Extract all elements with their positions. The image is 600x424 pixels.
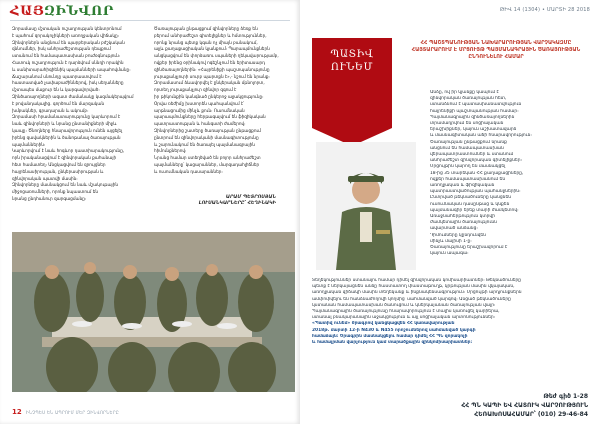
ad-emphasis-line: 2018թ. մարտի 12-ի N430 և N455 որոշումներով սահմանված կարգի	[312, 327, 476, 333]
ad-body-line: հայրենիքի պաշտպանության համար։	[430, 108, 519, 114]
article-line: Զինվորներից շատերը ծառայության ընթացքում	[154, 127, 261, 133]
article-line: Զինվորները մասնակցում են նաև մշակութային	[12, 182, 119, 188]
article-line: պայմաններին։	[12, 141, 46, 147]
contact-block	[420, 392, 588, 419]
phone-number: ՀԵՌԱԽՈՍԱՀԱՄԱՐ՝ (010) 29-46-84	[474, 411, 588, 418]
article-line: է պահում զորակոչիկների առողջական վիճակը։	[12, 32, 120, 38]
ad-body-line: Առաջնահերթություն կտրվի	[430, 214, 495, 220]
ad-details-line: պետք է ներկայացնեն անձը հաստատող փաստաթուղթ, կրթության մասին վկայական,	[312, 284, 515, 290]
article-line: Հատուկ ուշադրություն է դարձվում սննդի որակին	[12, 59, 124, 65]
ad-details-text	[312, 278, 588, 321]
ad-details	[312, 278, 588, 388]
ad-details-line: ստանալ բնակարանային աջակցություն և այլ սոցիալական արտոնություններ։	[312, 315, 496, 321]
ad-body-line: պատրաստվածության պահանջներին։	[430, 189, 521, 195]
title-banner	[312, 38, 392, 128]
hotline: Թեժ գիծ 1-28	[543, 393, 588, 400]
article-line: խմբակներ, գրադարան և ակումբ։	[12, 107, 89, 113]
article-column-left	[12, 26, 146, 210]
ad-body-line: պայմանագիր երեք տարի ժամկետով։	[430, 207, 519, 213]
department-name: ՀՀ ՊՆ ԿԱՊԻ ԵՎ ՀԱՏՈՒԿ ՎԱՐՉՈՒԹՅՈՒՆ	[461, 402, 588, 409]
article-line: հաստատված չափաբաժիններով, իսկ սեղանները	[12, 80, 124, 86]
article-line: զննումներ, իսկ անհրաժեշտության դեպքում	[12, 46, 111, 52]
article-line: նրանց ընդհանուր զարգացմանը։	[12, 195, 87, 201]
article-line: նաև զինվորների և նրանց ընտանիքների միջև	[12, 121, 117, 127]
article-line: իր թիկունքին կանգնած ընկերոջ աջակցությունը։	[154, 93, 264, 99]
ad-body-line: Դիմումները կընդունվեն	[430, 232, 486, 238]
ad-emphasis-line: «Պատիվ ունեմ» ծրագրով կանցկացվեն ՀՀ կառավարության	[312, 321, 455, 327]
ad-body-line: Ծառայությունը երաշխավորում է	[430, 245, 508, 251]
article-line: հայրենասիրության, ընկերասիրության և	[12, 168, 104, 174]
ad-body-line: ավարտած անձանց։	[430, 226, 478, 232]
ad-body-line: և մասնագիտական աճի հնարավորություն։	[430, 133, 532, 139]
left-page-footer	[12, 408, 300, 418]
article-line: որտեղ յուրաքանչյուր զինվոր զգում է	[154, 87, 237, 93]
ad-body-line: ուսումնական դասընթաց և կնքեն	[430, 201, 510, 207]
banner-title-line-2: ՈՒՆԵՄ	[330, 62, 374, 73]
ad-body-text	[430, 90, 590, 275]
magazine-logo: ՀԱՅԶԻՆՎՈՐ	[10, 4, 114, 19]
ad-body-line: ժամկետային ծառայությունն	[430, 220, 497, 226]
article-line: մշտապես մաքուր են և կարգավորված։	[12, 87, 100, 93]
issue-info: ԹԻՎ 14 (1304) • ՄԱՐՏԻ 28 2018	[499, 7, 590, 13]
article-line: պայմանները՝ կացարաններ, մարզադահլիճներ	[154, 161, 260, 167]
ad-body-line: Անձը, ով իր կյանքը կապում է	[430, 90, 499, 95]
article-line: և շարունակում են ծառայել պայմանագրային	[154, 141, 255, 147]
article-line: բերում անհրաժեշտ գիտելիքներ և հմտություններ,	[154, 32, 267, 38]
page-number: 12	[12, 408, 22, 416]
article-line: Ճաշարանում սնունդը պատրաստվում է	[12, 73, 102, 79]
article-line: Զինվորներն անցնում են պարբերական բժշկական	[12, 39, 125, 45]
ad-details-line: առողջական վիճակի մասին տեղեկանք և ինքնակենսագրություն։ Մրցույթի արդյունքներն	[312, 290, 522, 296]
article-line: Զորամասը մշտական ուշադրության կենտրոնում	[12, 26, 122, 31]
soldiers-dining-photo	[12, 232, 295, 392]
ad-body-line: կայուն ապագա։	[430, 251, 469, 257]
article-line: որոնք նրանց պետք կգան ոչ միայն բանակում,	[154, 39, 258, 45]
ad-details-line: Տեղեկություններ ստանալու համար դիմել զինվորական կոմիսարիատներ։ Թեկնածուները	[312, 278, 522, 283]
article-line: Օրվա ռեժիմը խստորեն պահպանվում է՝	[154, 100, 245, 106]
article-line: և ուսումնական դասարաններ։	[154, 168, 223, 174]
article-line: Զորամասի հրամանատարությունը կարևորում է	[12, 114, 121, 120]
ad-body-line: Մրցույթին կարող են մասնակցել	[430, 164, 506, 170]
article-line: Կարևորվում է նաև հոգևոր դաստիարակությունը,	[12, 148, 125, 154]
article-line: ովքեր իրենց օրինակով ոգեշնչում են երիտասարդ	[154, 59, 265, 65]
ad-body-line: անհրաժեշտ զինվորական գիտելիքներ։	[430, 158, 522, 164]
ad-subheading: ՀՀ ՊԱՇՏՊԱՆՈՒԹՅԱՆ ՆԱԽԱՐԱՐՈՒԹՅԱՆ ՎԱՐՉԱԿԱԶՄԸ ՀԱՅՏԱՐԱՐՈՒՄ Է ՄՐՑՈՒՅԹ ՊԱՅՄԱՆԱԳՐԱՅԻՆ ԾԱՌԱՅՈՒԹՅԱՆ ԸՆԴՈՒՆԵԼՈՒ ՀԱՄԱՐ	[411, 40, 581, 60]
ad-details-line: կստանան համապատասխան ծանուցում և կներկայանան ծառայության վայր։	[312, 302, 496, 308]
article-line: պարապմունքները հերթագայվում են ֆիզիկական	[154, 114, 266, 120]
section-label: ԻՆՉՊԵՍ ԵՆ ԱՊՐՈՒՄ ՄԵՐ ԶԻՆՎՈՐՆԵՐԸ	[26, 410, 120, 415]
article-line: և սանիտարահիգիենիկ պայմանների ապահովմանը։	[12, 66, 131, 72]
banner-title	[312, 48, 392, 74]
ad-body-line: ովքեր համապատասխանում են	[430, 176, 506, 182]
article-line: միջոցառումների, որոնք նպաստում են	[12, 189, 99, 195]
article-line: ստանում են համապատասխան բուժօգնություն։	[12, 53, 121, 59]
article-line: այլև քաղաքացիական կյանքում։ Պարապմունքներն	[154, 46, 270, 52]
ad-body-line: վերապատրաստումներ և ստանում	[430, 152, 514, 158]
soldier-portrait-photo	[316, 142, 416, 270]
article-columns	[12, 26, 288, 210]
article-line: իրենց զավակներին և ծանոթանալ ծառայության	[12, 134, 121, 140]
ad-body-line: Պայմանագրային զինծառայողներին	[430, 114, 515, 120]
ad-body-line: Ընտրված թեկնածուները կանցնեն	[430, 195, 512, 201]
ad-emphasis-line: և համալրման վարչություն կամ տարածքային զինկոմիսարիատներ։	[312, 340, 473, 346]
ad-body-line: տրամադրվում են սոցիալական	[430, 121, 504, 127]
article-line: Զինծառայողների ազատ ժամանակը կազմակերպվում	[12, 93, 134, 99]
ad-body-line: առողջական և ֆիզիկական	[430, 183, 495, 189]
ad-emphasis-line: համաձայն։ Ծրագրին մասնակցելու համար դիմել ՀՀ ՊՆ զորակոչի	[312, 333, 468, 339]
article-column-right	[154, 26, 288, 210]
article-line: զինծառայողներին։ «Հայրենիքի պաշտպանությունը	[154, 66, 270, 72]
article-line: է բովանդակալից. գործում են մարզական	[12, 100, 105, 106]
article-line: որն իրականացվում է զինվորական քահանայի	[12, 155, 117, 161]
ad-body-line: 18-ից 35 տարեկան ՀՀ քաղաքացիները,	[430, 170, 524, 176]
article-line: հետ համատեղ։ Անցկացվում են զրույցներ	[12, 161, 106, 167]
article-line: կապը։ Ծնողները հնարավորություն ունեն այցելել	[12, 127, 123, 133]
article-line: ընտրում են զինվորականի մասնագիտությունը	[154, 134, 259, 140]
ad-body-line: ստանձնում է պատասխանատվություն	[430, 102, 522, 108]
ad-emphasis-text	[312, 321, 588, 346]
ad-body-line: Ծառայության ընթացքում նրանք	[430, 139, 507, 145]
article-line: Նրանց համար ստեղծված են բոլոր անհրաժեշտ	[154, 155, 261, 161]
header-rule	[10, 20, 290, 21]
article-line: Զորամասում ձևավորվել է ընկերական մթնոլորտ,	[154, 80, 265, 86]
article-line: հիմունքներով։	[154, 148, 187, 154]
ad-details-line: Պայմանագրային ծառայությունը հնարավորություն է տալիս կառուցել կարիերա,	[312, 309, 500, 315]
article-line: զինվորական պատվի մասին։	[12, 175, 78, 181]
article-line: անցկացվում են փորձառու սպաների ղեկավարությամբ,	[154, 53, 279, 59]
ad-body-line: մինչև մայիսի 1-ը։	[430, 238, 472, 244]
author-signature: ԱՐԱՄ ՊԵՏՐՈՍՅԱՆ ԼՈՒՍԱՆԿԱՐՆԵՐԸ՝ ՀԵՂԻՆԱԿԻ	[198, 195, 276, 206]
ad-body-line: երաշխիքներ, կայուն աշխատավարձ	[430, 127, 517, 133]
article-line: արթնացումից մինչև քուն։ Ուսումնական	[154, 107, 245, 113]
article-line: Ծառայության ընթացքում զինվորները ձեռք են	[154, 26, 258, 31]
article-line: պատրաստության և հանգստի ժամերով։	[154, 121, 246, 127]
ad-body-line: անցնում են համապատասխան	[430, 145, 504, 151]
article-line: յուրաքանչյուրի սուրբ պարտքն է»,- նշում են նրանք։	[154, 73, 270, 79]
ad-body-line: զինվորական ծառայության հետ,	[430, 96, 507, 102]
banner-title-line-1: ՊԱՏԻՎ	[330, 49, 374, 60]
ad-details-line: ամփոփվելու են հանձնաժողովի կողմից՝ սահմանված կարգով։ Անցած թեկնածուները	[312, 296, 511, 302]
